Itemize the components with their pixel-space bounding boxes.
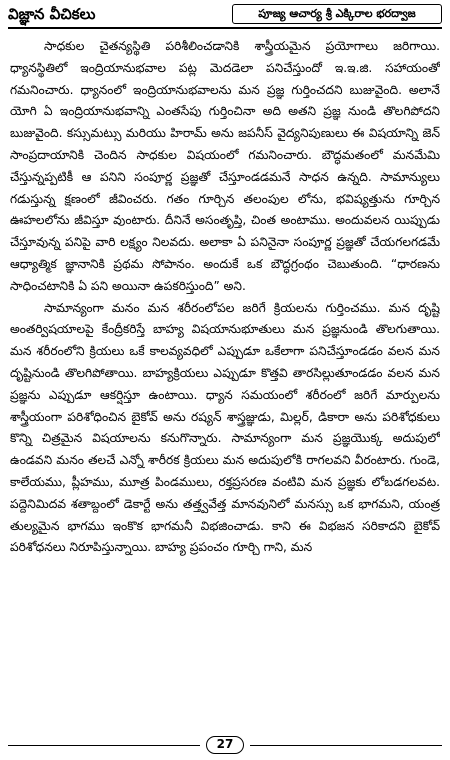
book-title: విజ్ఞాన వీచికలు (8, 5, 96, 23)
footer-rule-left (8, 745, 200, 746)
footer-rule-right (250, 745, 442, 746)
paragraph-2: సామాన్యంగా మనం మన శరీరంలోపల జరిగే క్రియలను గుర్తించము. మన దృష్టి అంతర్విషయాలపై కేంద్రీకరిస్తే బాహ్య విషయానుభూతులు మన ప్రజ్ఞనుండి తొలగుతాయి. మన శరీరంలోని క్రియలు ఒకే కాలవ్యవధిలో ఎప్పుడూ ఒకేలాగా పనిచేస్తూండడం వలన మన దృష్టినుండి తొలగిపోతాయి. బాహ్యక్రియలు ఎప్పుడూ కొత్తవి తారసిల్లుతూండడం వలన మన ప్రజ్ఞను ఎప్పుడూ ఆకర్షిస్తూ ఉంటాయి. ధ్యాన సమయంలో శరీరంలో జరిగే మార్పులను శాస్త్రీయంగా పరిశోధించిన బైకోవ్ అను రష్యన్ శాస్త్రజ్ఞుడు, మిల్లర్, డికారా అను పరిశోధకులు కొన్ని చిత్రమైన విషయాలను కనుగొన్నారు. సామాన్యంగా మన ప్రజ్ఞయొక్క అదుపులో ఉండవని మనం తలచే ఎన్నో శారీరక క్రియలు మన అదుపులోకి రాగలవని వీరంటారు. గుండె, కాలేయము, ప్లీహము, మూత్ర పిండములు, రక్తప్రసరణ వంటివి మన ప్రజ్ఞకు లోబడగలవట. పద్దెనిమిదవ శతాబ్దంలో డెకార్టే అను తత్త్వవేత్త మానవునిలో మనస్సు ఒక భాగమని, యంత్ర తుల్యమైన భాగము ఇంకొక భాగమనీ విభజించాడు. కాని ఈ విభజన సరికాదని బైకోవ్ పరిశోధనలు నిరూపిస్తున్నాయి. బాహ్య ప్రపంచం గూర్చి గాని, మన (10, 300, 440, 555)
author-name-box: పూజ్య ఆచార్య శ్రీ ఎక్కిరాల భరద్వాజ (232, 4, 442, 24)
body-text (10, 36, 440, 726)
page-header (8, 4, 442, 26)
page-number: 27 (206, 736, 244, 754)
page-footer (8, 736, 442, 756)
paragraph-1: సాధకుల చైతన్యస్థితి పరిశీలించడానికి శాస్త్రీయమైన ప్రయోగాలు జరిగాయి. ధ్యానస్థితిలో ఇంద్రియానుభవాల పట్ల మెదడెలా పనిచేస్తుందో ఇ.ఇ.జి. సహాయంతో గమనించారు. ధ్యానంలో ఇంద్రియానుభవాలను మన ప్రజ్ఞ గుర్తించదని బుజువైంది. అలానే యోగి ఏ ఇంద్రియానుభవాన్ని ఎంతసేపు గుర్తించినా అది అతని ప్రజ్ఞ నుండి తొలగిపోదని బుజువైంది. కస్సుమట్సు మరియు హిరామ్ అను జపనీస్ వైద్యనిపుణులు ఈ విషయాన్ని జెన్ సాంప్రదాయానికి చెందిన సాధకుల విషయంలో గమనించారు. బౌద్ధమతంలో మనమేమి చేస్తున్నప్పటికీ ఆ పనిని సంపూర్ణ ప్రజ్ఞతో చేస్తూండడమనే సాధన ఉన్నది. సామాన్యులు గడుస్తున్న క్షణంలో జీవించరు. గతం గూర్చిన తలంపుల లోను, భవిష్యత్తును గూర్చిన ఊహలలోను జీవిస్తూ వుంటారు. దీనినే అసంతృప్తి, చింత అంటాము. అందువలన యిప్పుడు చేస్తూవున్న పనిపై వారి లక్ష్యం నిలవదు. అలాకా ఏ పనినైనా సంపూర్ణ ప్రజ్ఞతో చేయగలగడమే ఆధ్యాత్మిక జ్ఞానానికి ప్రథమ సోపానం. అందుకే ఒక బౌద్ధగ్రంథం చెబుతుంది. “ధారణను సాధించటానికి ఏ పని అయినా ఉపకరిస్తుంది” అని. (10, 39, 440, 293)
header-rule (8, 27, 442, 29)
